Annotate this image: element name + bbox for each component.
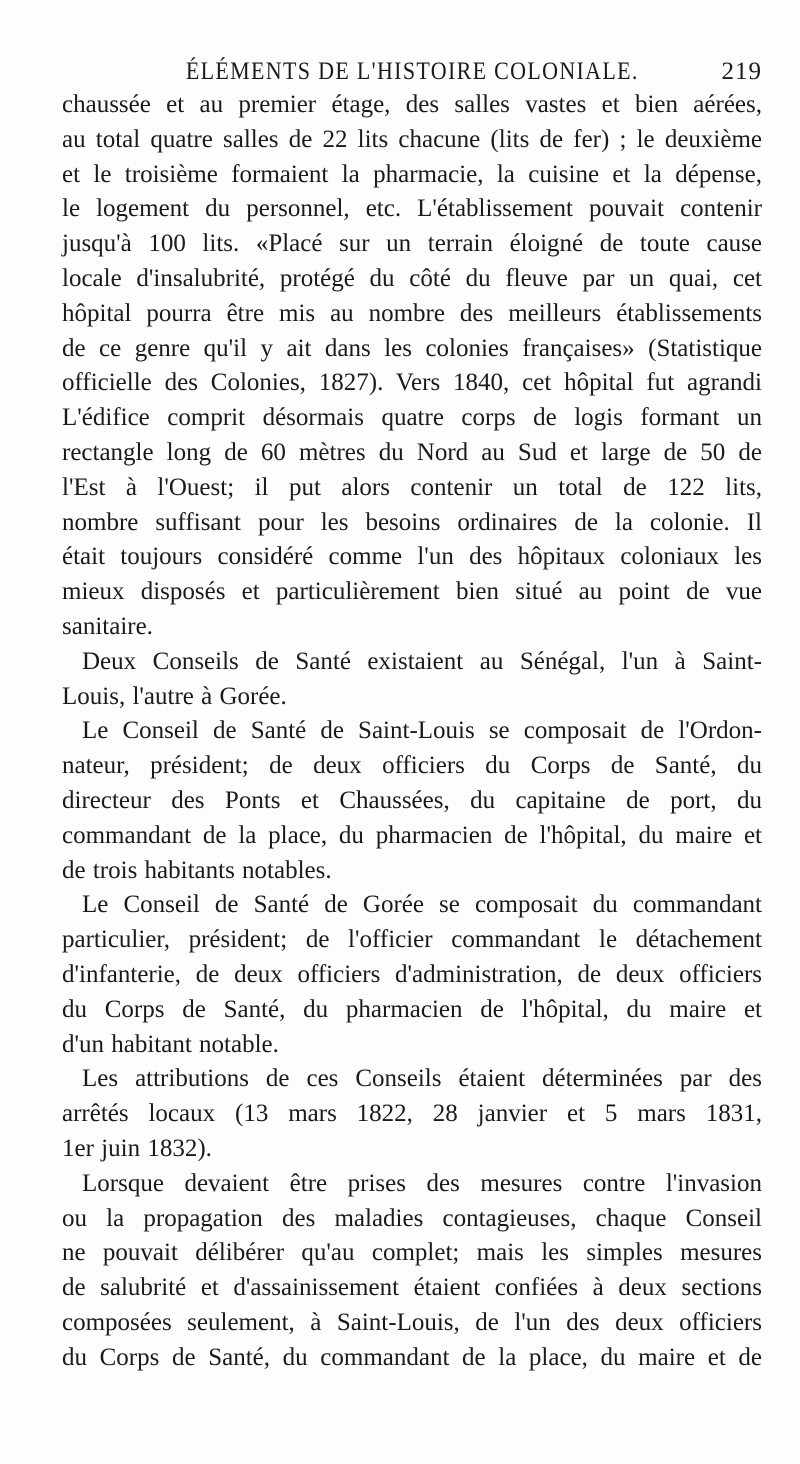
text-line: Deux Conseils de Santé existaient au Sénégal, l'un à Saint- bbox=[82, 647, 762, 675]
text-line: composées seulement, à Saint-Louis, de l'un des deux officiers bbox=[62, 1308, 762, 1336]
text-line: du Corps de Santé, du pharmacien de l'hôpital, du maire et bbox=[62, 995, 762, 1023]
text-line: locale d'insalubrité, protégé du côté du fleuve par un quai, cet bbox=[62, 264, 762, 292]
body-text bbox=[62, 88, 762, 1375]
page-number: 219 bbox=[721, 58, 762, 85]
text-line: d'infanterie, de deux officiers d'administration, de deux officiers bbox=[62, 960, 762, 988]
text-line: arrêtés locaux (13 mars 1822, 28 janvier et 5 mars 1831, bbox=[62, 1100, 762, 1128]
text-line: directeur des Ponts et Chaussées, du capitaine de port, du bbox=[62, 786, 762, 814]
text-line: jusqu'à 100 lits. «Placé sur un terrain éloigné de toute cause bbox=[62, 230, 762, 258]
text-line: Le Conseil de Santé de Saint-Louis se composait de l'Ordon- bbox=[82, 717, 762, 745]
text-line: Les attributions de ces Conseils étaient déterminées par des bbox=[82, 1065, 762, 1093]
text-line: particulier, président; de l'officier commandant le détachement bbox=[62, 926, 762, 954]
text-line: de trois habitants notables. bbox=[62, 856, 332, 884]
text-line: Lorsque devaient être prises des mesures contre l'invasion bbox=[82, 1169, 762, 1197]
text-line: Le Conseil de Santé de Gorée se composait du commandant bbox=[82, 891, 762, 919]
text-line: mieux disposés et particulièrement bien situé au point de vue bbox=[62, 578, 762, 606]
text-line: ou la propagation des maladies contagieuses, chaque Conseil bbox=[62, 1204, 762, 1232]
text-line: était toujours considéré comme l'un des hôpitaux coloniaux les bbox=[62, 543, 762, 571]
text-line: du Corps de Santé, du commandant de la place, du maire et de bbox=[62, 1343, 762, 1371]
text-line: d'un habitant notable. bbox=[62, 1030, 279, 1058]
text-line: de ce genre qu'il y ait dans les colonies françaises» (Statistique bbox=[62, 334, 762, 362]
text-line: le logement du personnel, etc. L'établissement pouvait contenir bbox=[62, 195, 762, 223]
text-line: Louis, l'autre à Gorée. bbox=[62, 682, 287, 710]
text-line: L'édifice comprit désormais quatre corps de logis formant un bbox=[62, 404, 762, 432]
text-line: nombre suffisant pour les besoins ordinaires de la colonie. Il bbox=[62, 508, 762, 536]
text-line: 1er juin 1832). bbox=[62, 1134, 212, 1162]
text-line: et le troisième formaient la pharmacie, la cuisine et la dépense, bbox=[62, 160, 762, 188]
text-line: au total quatre salles de 22 lits chacune (lits de fer) ; le deuxième bbox=[62, 125, 762, 153]
text-line: nateur, président; de deux officiers du Corps de Santé, du bbox=[62, 752, 762, 780]
text-line: l'Est à l'Ouest; il put alors contenir un total de 122 lits, bbox=[62, 473, 762, 501]
running-head bbox=[62, 46, 762, 86]
text-line: ne pouvait délibérer qu'au complet; mais les simples mesures bbox=[62, 1239, 762, 1267]
text-line: de salubrité et d'assainissement étaient confiées à deux sections bbox=[62, 1274, 762, 1302]
text-line: sanitaire. bbox=[62, 612, 153, 640]
text-line: commandant de la place, du pharmacien de l'hôpital, du maire et bbox=[62, 821, 762, 849]
text-line: officielle des Colonies, 1827). Vers 1840, cet hôpital fut agrandi bbox=[62, 369, 762, 397]
text-line: chaussée et au premier étage, des salles vastes et bien aérées, bbox=[62, 91, 762, 118]
text-line: rectangle long de 60 mètres du Nord au Sud et large de 50 de bbox=[62, 438, 762, 466]
running-title: ÉLÉMENTS DE L'HISTOIRE COLONIALE. bbox=[185, 58, 639, 85]
text-line: hôpital pourra être mis au nombre des meilleurs établissements bbox=[62, 299, 762, 327]
